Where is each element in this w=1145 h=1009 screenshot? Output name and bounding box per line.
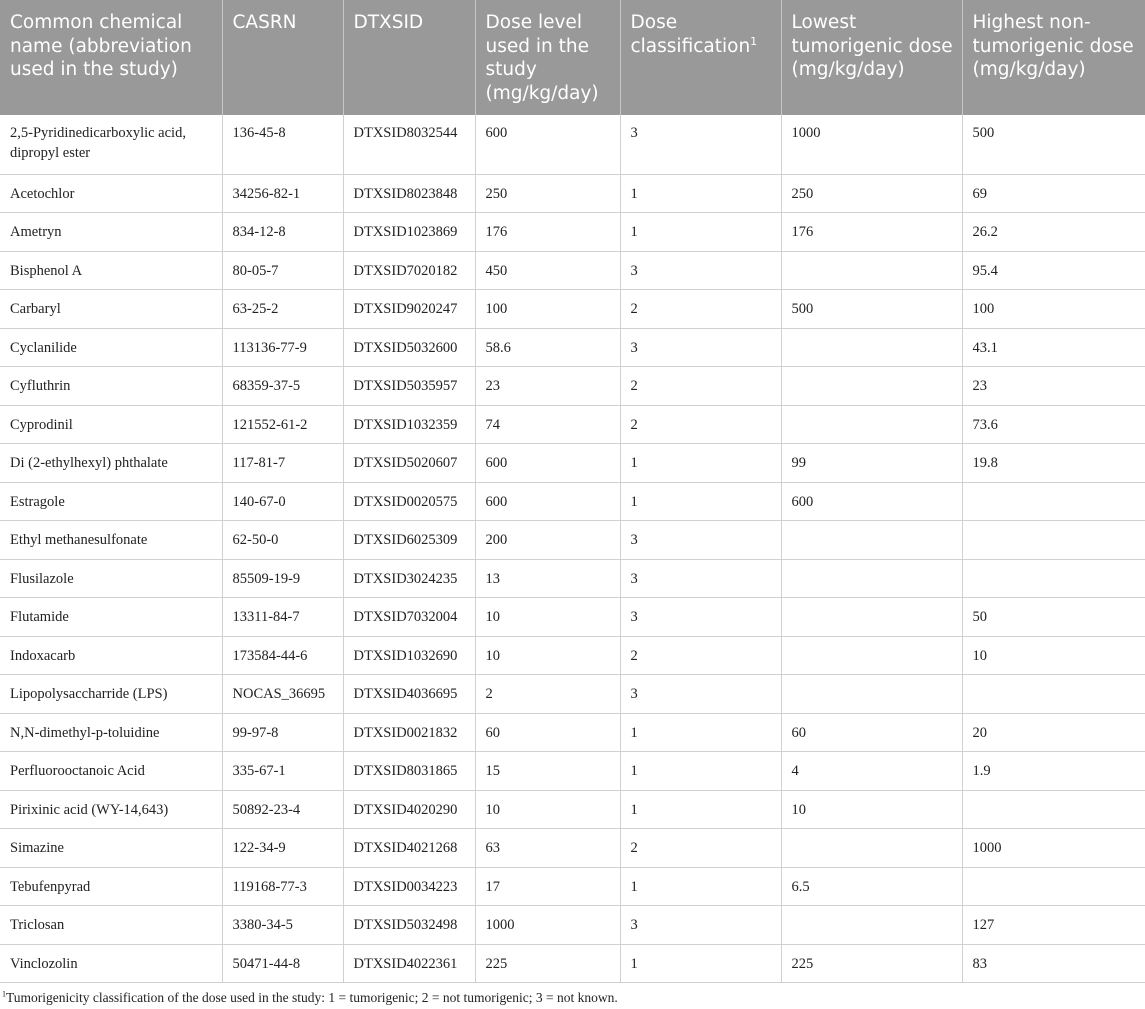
cell-dose-level: 600: [475, 482, 620, 521]
header-row: [0, 0, 1145, 115]
cell-dose-classification: 1: [620, 944, 781, 983]
cell-chemical-name: Tebufenpyrad: [0, 867, 222, 906]
cell-dtxsid: DTXSID3024235: [343, 559, 475, 598]
cell-lowest-tumorigenic-dose: 4: [781, 752, 962, 791]
cell-lowest-tumorigenic-dose: [781, 598, 962, 637]
cell-lowest-tumorigenic-dose: [781, 636, 962, 675]
cell-casrn: 121552-61-2: [222, 405, 343, 444]
cell-lowest-tumorigenic-dose: [781, 829, 962, 868]
cell-dose-level: 176: [475, 213, 620, 252]
cell-chemical-name: Simazine: [0, 829, 222, 868]
cell-dtxsid: DTXSID4036695: [343, 675, 475, 714]
cell-casrn: 140-67-0: [222, 482, 343, 521]
cell-dtxsid: DTXSID8031865: [343, 752, 475, 791]
table-row: [0, 944, 1145, 983]
cell-lowest-tumorigenic-dose: [781, 559, 962, 598]
cell-dose-classification: 3: [620, 598, 781, 637]
cell-dtxsid: DTXSID1023869: [343, 213, 475, 252]
cell-chemical-name: Bisphenol A: [0, 251, 222, 290]
cell-lowest-tumorigenic-dose: [781, 251, 962, 290]
cell-highest-non-tumorigenic-dose: 73.6: [962, 405, 1145, 444]
cell-chemical-name: Ethyl methanesulfonate: [0, 521, 222, 560]
cell-dose-classification: 3: [620, 675, 781, 714]
cell-dose-level: 60: [475, 713, 620, 752]
cell-dose-classification: 2: [620, 290, 781, 329]
cell-dtxsid: DTXSID4022361: [343, 944, 475, 983]
cell-highest-non-tumorigenic-dose: 23: [962, 367, 1145, 406]
cell-highest-non-tumorigenic-dose: [962, 521, 1145, 560]
footnote-text: Tumorigenicity classification of the dose used in the study: 1 = tumorigenic; 2 = not tumorigenic; 3 = not known.: [6, 990, 618, 1005]
table-header: [0, 0, 1145, 115]
header-highest-non-tumorigenic-dose: Highest non-tumorigenic dose (mg/kg/day): [962, 0, 1145, 115]
cell-dose-classification: 3: [620, 906, 781, 945]
cell-dose-level: 600: [475, 444, 620, 483]
cell-dose-level: 1000: [475, 906, 620, 945]
cell-highest-non-tumorigenic-dose: 100: [962, 290, 1145, 329]
cell-highest-non-tumorigenic-dose: 1.9: [962, 752, 1145, 791]
table-row: [0, 213, 1145, 252]
cell-dose-level: 225: [475, 944, 620, 983]
cell-highest-non-tumorigenic-dose: [962, 867, 1145, 906]
header-dose-classification-label: Dose classification: [630, 12, 751, 57]
cell-chemical-name: Perfluorooctanoic Acid: [0, 752, 222, 791]
cell-lowest-tumorigenic-dose: [781, 906, 962, 945]
table-row: [0, 444, 1145, 483]
cell-dose-level: 58.6: [475, 328, 620, 367]
header-casrn: CASRN: [222, 0, 343, 115]
cell-highest-non-tumorigenic-dose: 26.2: [962, 213, 1145, 252]
cell-highest-non-tumorigenic-dose: 127: [962, 906, 1145, 945]
cell-casrn: 3380-34-5: [222, 906, 343, 945]
table-footnote: [0, 983, 1145, 1006]
cell-casrn: 335-67-1: [222, 752, 343, 791]
cell-highest-non-tumorigenic-dose: 500: [962, 115, 1145, 174]
cell-casrn: NOCAS_36695: [222, 675, 343, 714]
cell-lowest-tumorigenic-dose: [781, 521, 962, 560]
cell-casrn: 62-50-0: [222, 521, 343, 560]
cell-dose-level: 17: [475, 867, 620, 906]
cell-highest-non-tumorigenic-dose: [962, 790, 1145, 829]
cell-chemical-name: N,N-dimethyl-p-toluidine: [0, 713, 222, 752]
header-chemical-name: Common chemical name (abbreviation used in the study): [0, 0, 222, 115]
cell-lowest-tumorigenic-dose: 1000: [781, 115, 962, 174]
cell-dose-level: 15: [475, 752, 620, 791]
cell-casrn: 834-12-8: [222, 213, 343, 252]
cell-lowest-tumorigenic-dose: 60: [781, 713, 962, 752]
cell-lowest-tumorigenic-dose: 600: [781, 482, 962, 521]
cell-lowest-tumorigenic-dose: 225: [781, 944, 962, 983]
cell-chemical-name: Cyfluthrin: [0, 367, 222, 406]
cell-chemical-name: Acetochlor: [0, 174, 222, 213]
cell-chemical-name: 2,5-Pyridinedicarboxylic acid, dipropyl ester: [0, 115, 222, 174]
cell-chemical-name: Pirixinic acid (WY-14,643): [0, 790, 222, 829]
table-row: [0, 328, 1145, 367]
cell-casrn: 13311-84-7: [222, 598, 343, 637]
cell-dose-classification: 1: [620, 867, 781, 906]
table-row: [0, 115, 1145, 174]
cell-chemical-name: Indoxacarb: [0, 636, 222, 675]
cell-dose-classification: 1: [620, 790, 781, 829]
cell-dose-classification: 3: [620, 115, 781, 174]
cell-dtxsid: DTXSID4021268: [343, 829, 475, 868]
table-row: [0, 867, 1145, 906]
cell-dose-level: 10: [475, 636, 620, 675]
cell-casrn: 34256-82-1: [222, 174, 343, 213]
cell-lowest-tumorigenic-dose: [781, 675, 962, 714]
cell-dtxsid: DTXSID1032690: [343, 636, 475, 675]
cell-highest-non-tumorigenic-dose: 43.1: [962, 328, 1145, 367]
cell-lowest-tumorigenic-dose: [781, 405, 962, 444]
header-dose-classification: [620, 0, 781, 115]
cell-lowest-tumorigenic-dose: 500: [781, 290, 962, 329]
cell-dose-classification: 2: [620, 829, 781, 868]
cell-dose-level: 200: [475, 521, 620, 560]
cell-dtxsid: DTXSID5032498: [343, 906, 475, 945]
cell-dose-classification: 3: [620, 521, 781, 560]
cell-lowest-tumorigenic-dose: 10: [781, 790, 962, 829]
cell-dose-level: 450: [475, 251, 620, 290]
cell-chemical-name: Cyclanilide: [0, 328, 222, 367]
footnote-marker: 1: [750, 34, 758, 48]
cell-dose-classification: 1: [620, 752, 781, 791]
cell-dose-level: 63: [475, 829, 620, 868]
cell-highest-non-tumorigenic-dose: [962, 675, 1145, 714]
cell-casrn: 136-45-8: [222, 115, 343, 174]
table-row: [0, 482, 1145, 521]
cell-highest-non-tumorigenic-dose: 20: [962, 713, 1145, 752]
cell-casrn: 113136-77-9: [222, 328, 343, 367]
table-row: [0, 174, 1145, 213]
cell-dose-classification: 1: [620, 444, 781, 483]
cell-casrn: 85509-19-9: [222, 559, 343, 598]
header-dose-level: Dose level used in the study (mg/kg/day): [475, 0, 620, 115]
cell-casrn: 173584-44-6: [222, 636, 343, 675]
cell-lowest-tumorigenic-dose: 250: [781, 174, 962, 213]
cell-casrn: 122-34-9: [222, 829, 343, 868]
cell-chemical-name: Carbaryl: [0, 290, 222, 329]
cell-casrn: 50471-44-8: [222, 944, 343, 983]
cell-chemical-name: Ametryn: [0, 213, 222, 252]
cell-casrn: 119168-77-3: [222, 867, 343, 906]
cell-dose-classification: 2: [620, 367, 781, 406]
cell-dose-classification: 1: [620, 174, 781, 213]
cell-chemical-name: Flusilazole: [0, 559, 222, 598]
cell-dose-level: 2: [475, 675, 620, 714]
cell-dtxsid: DTXSID8032544: [343, 115, 475, 174]
cell-dose-classification: 1: [620, 213, 781, 252]
cell-lowest-tumorigenic-dose: 176: [781, 213, 962, 252]
cell-dose-level: 100: [475, 290, 620, 329]
table-row: [0, 521, 1145, 560]
cell-casrn: 68359-37-5: [222, 367, 343, 406]
cell-dose-classification: 2: [620, 405, 781, 444]
table-row: [0, 559, 1145, 598]
cell-highest-non-tumorigenic-dose: 69: [962, 174, 1145, 213]
cell-dtxsid: DTXSID0020575: [343, 482, 475, 521]
cell-dose-classification: 3: [620, 559, 781, 598]
table-row: [0, 290, 1145, 329]
table-row: [0, 405, 1145, 444]
cell-highest-non-tumorigenic-dose: [962, 559, 1145, 598]
cell-highest-non-tumorigenic-dose: [962, 482, 1145, 521]
cell-highest-non-tumorigenic-dose: 19.8: [962, 444, 1145, 483]
cell-dtxsid: DTXSID0021832: [343, 713, 475, 752]
cell-lowest-tumorigenic-dose: [781, 367, 962, 406]
cell-dose-level: 600: [475, 115, 620, 174]
table-row: [0, 675, 1145, 714]
table-row: [0, 752, 1145, 791]
cell-casrn: 99-97-8: [222, 713, 343, 752]
cell-lowest-tumorigenic-dose: 6.5: [781, 867, 962, 906]
table-body: [0, 115, 1145, 983]
cell-dtxsid: DTXSID9020247: [343, 290, 475, 329]
cell-dose-level: 10: [475, 790, 620, 829]
cell-dose-level: 74: [475, 405, 620, 444]
cell-chemical-name: Di (2-ethylhexyl) phthalate: [0, 444, 222, 483]
cell-chemical-name: Flutamide: [0, 598, 222, 637]
cell-chemical-name: Triclosan: [0, 906, 222, 945]
cell-casrn: 63-25-2: [222, 290, 343, 329]
cell-dtxsid: DTXSID8023848: [343, 174, 475, 213]
cell-highest-non-tumorigenic-dose: 83: [962, 944, 1145, 983]
cell-dose-classification: 2: [620, 636, 781, 675]
cell-dtxsid: DTXSID7032004: [343, 598, 475, 637]
cell-dtxsid: DTXSID1032359: [343, 405, 475, 444]
cell-highest-non-tumorigenic-dose: 10: [962, 636, 1145, 675]
cell-chemical-name: Lipopolysaccharride (LPS): [0, 675, 222, 714]
cell-dose-level: 10: [475, 598, 620, 637]
cell-dtxsid: DTXSID5035957: [343, 367, 475, 406]
cell-dtxsid: DTXSID5020607: [343, 444, 475, 483]
cell-dose-classification: 1: [620, 482, 781, 521]
table-row: [0, 598, 1145, 637]
cell-casrn: 50892-23-4: [222, 790, 343, 829]
cell-dtxsid: DTXSID5032600: [343, 328, 475, 367]
cell-dose-classification: 1: [620, 713, 781, 752]
cell-dtxsid: DTXSID6025309: [343, 521, 475, 560]
cell-dose-level: 13: [475, 559, 620, 598]
table-row: [0, 251, 1145, 290]
cell-dose-classification: 3: [620, 251, 781, 290]
cell-lowest-tumorigenic-dose: [781, 328, 962, 367]
cell-lowest-tumorigenic-dose: 99: [781, 444, 962, 483]
cell-chemical-name: Cyprodinil: [0, 405, 222, 444]
cell-chemical-name: Estragole: [0, 482, 222, 521]
table-row: [0, 636, 1145, 675]
cell-dose-classification: 3: [620, 328, 781, 367]
cell-highest-non-tumorigenic-dose: 95.4: [962, 251, 1145, 290]
cell-highest-non-tumorigenic-dose: 50: [962, 598, 1145, 637]
header-dtxsid: DTXSID: [343, 0, 475, 115]
table-row: [0, 906, 1145, 945]
cell-dose-level: 250: [475, 174, 620, 213]
table-row: [0, 829, 1145, 868]
cell-casrn: 117-81-7: [222, 444, 343, 483]
header-lowest-tumorigenic-dose: Lowest tumorigenic dose (mg/kg/day): [781, 0, 962, 115]
cell-dose-level: 23: [475, 367, 620, 406]
cell-casrn: 80-05-7: [222, 251, 343, 290]
cell-dtxsid: DTXSID0034223: [343, 867, 475, 906]
table-row: [0, 713, 1145, 752]
footnote-marker: 1: [2, 989, 6, 999]
table-row: [0, 367, 1145, 406]
cell-highest-non-tumorigenic-dose: 1000: [962, 829, 1145, 868]
cell-chemical-name: Vinclozolin: [0, 944, 222, 983]
table-row: [0, 790, 1145, 829]
cell-dtxsid: DTXSID4020290: [343, 790, 475, 829]
cell-dtxsid: DTXSID7020182: [343, 251, 475, 290]
